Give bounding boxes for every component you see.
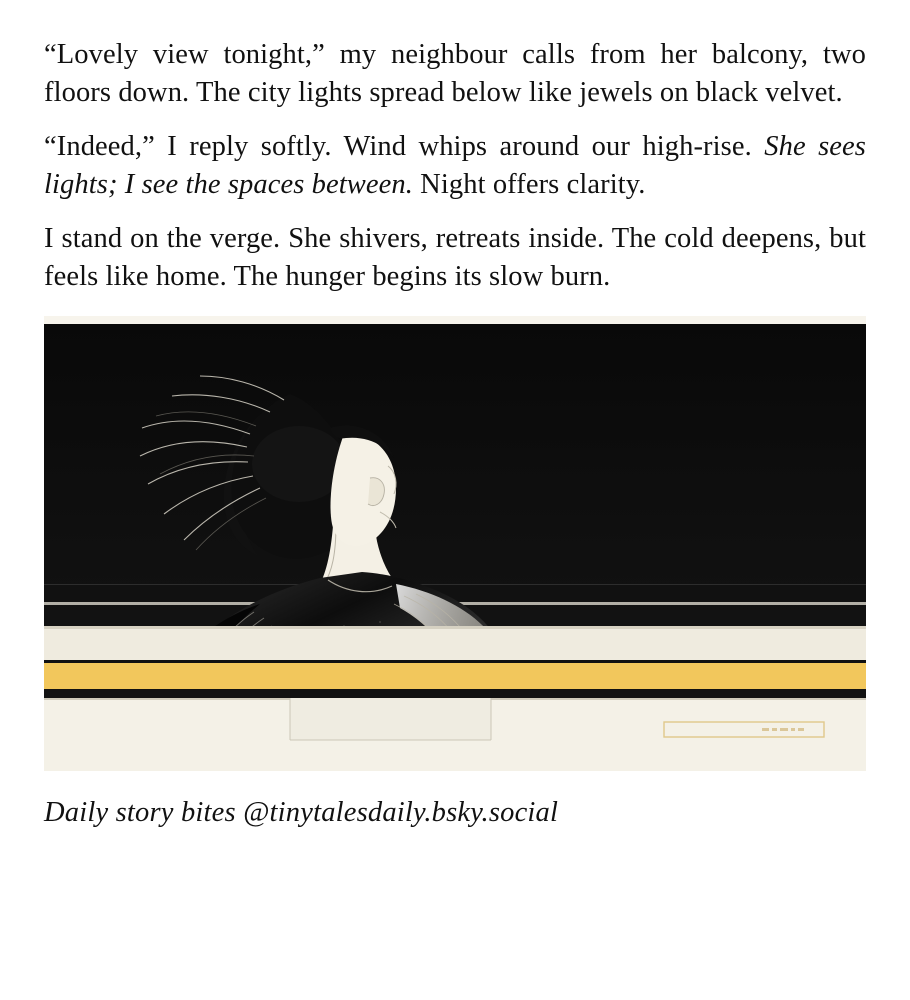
paragraph-1 — [44, 36, 866, 111]
caption: Daily story bites @tinytalesdaily.bsky.social — [44, 796, 559, 828]
paragraph-2 — [44, 128, 866, 203]
paragraph-3-text: I stand on the verge. She shivers, retreats inside. The cold deepens, but feels like home. The hunger begins its slow burn. — [44, 223, 866, 293]
paragraph-2-text-emphasis: She sees lights; I see the spaces between. — [44, 131, 866, 200]
paragraph-1-text: “Lovely view tonight,” my neighbour calls from her balcony, two floors down. The city lights spread below like jewels on black velvet. — [44, 39, 866, 108]
paragraph-3 — [44, 220, 866, 295]
paragraph-2-text-lead: “Indeed,” I reply softly. Wind whips around our high-rise. — [44, 131, 765, 163]
paragraph-2-text-tail: Night offers clarity. — [412, 168, 646, 200]
illustration-figure — [44, 316, 866, 771]
story-body — [44, 36, 866, 296]
illustration-image — [44, 316, 866, 771]
